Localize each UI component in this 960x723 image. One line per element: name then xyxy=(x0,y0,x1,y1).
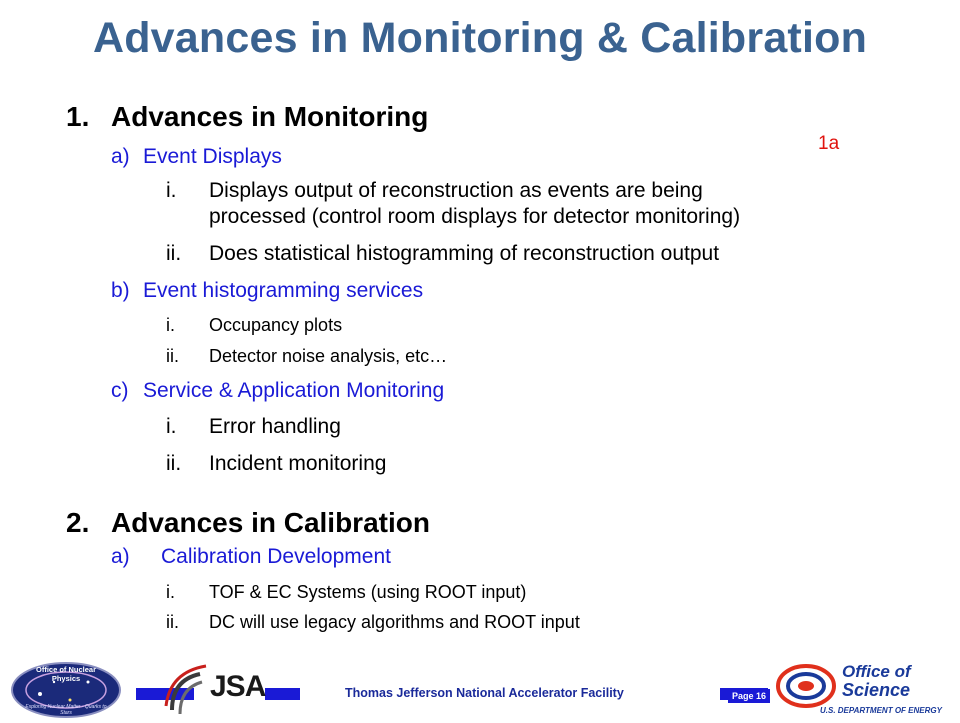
item-marker: ii. xyxy=(166,612,179,632)
item-text: Displays output of reconstruction as events are being xyxy=(209,179,703,202)
item-text: Occupancy plots xyxy=(209,315,343,335)
item-text: Does statistical histogramming of reconstruction output xyxy=(209,242,720,265)
section1b-label: Event histogramming services xyxy=(143,279,424,302)
item-marker: ii. xyxy=(166,346,179,366)
section1-heading: Advances in Monitoring xyxy=(111,101,429,132)
onp-logo-tagline: Exploring Nuclear Matter - Quarks to Stars xyxy=(25,704,107,716)
section1b-marker: b) xyxy=(111,279,130,302)
item-marker: ii. xyxy=(166,242,182,265)
jsa-logo-text: JSA xyxy=(210,670,266,703)
item-marker: ii. xyxy=(166,452,182,475)
office-of-nuclear-physics-logo xyxy=(10,660,122,718)
item-marker: i. xyxy=(166,415,177,438)
item-text: Error handling xyxy=(209,415,341,438)
oos-line3: U.S. DEPARTMENT OF ENERGY xyxy=(820,706,942,715)
jsa-logo xyxy=(162,660,272,718)
item-text: Incident monitoring xyxy=(209,452,387,475)
item-text: TOF & EC Systems (using ROOT input) xyxy=(209,582,527,602)
section2a-marker: a) xyxy=(111,545,130,568)
section1a-label: Event Displays xyxy=(143,145,282,168)
item-marker: i. xyxy=(166,582,175,602)
section1c-marker: c) xyxy=(111,379,129,402)
slide-title: Advances in Monitoring & Calibration xyxy=(92,14,868,62)
item-text: Detector noise analysis, etc… xyxy=(209,346,448,366)
section2-number: 2. xyxy=(66,507,90,538)
section2a-label: Calibration Development xyxy=(161,545,391,568)
item-text: DC will use legacy algorithms and ROOT input xyxy=(209,612,580,632)
item-text-continued: processed (control room displays for detector monitoring) xyxy=(209,205,741,228)
section1-number: 1. xyxy=(66,101,90,132)
onp-logo-text: Office of Nuclear Physics xyxy=(35,665,96,683)
oos-line1: Office of xyxy=(842,662,911,681)
page-number: Page 16 xyxy=(728,689,770,703)
section1c-label: Service & Application Monitoring xyxy=(143,379,445,402)
item-marker: i. xyxy=(166,179,177,202)
section2-heading: Advances in Calibration xyxy=(111,507,430,538)
office-of-science-logo xyxy=(776,662,950,718)
item-marker: i. xyxy=(166,315,175,335)
corner-tag: 1a xyxy=(818,133,840,154)
oos-line2: Science xyxy=(842,680,911,700)
section1a-marker: a) xyxy=(111,145,130,168)
lab-name: Thomas Jefferson National Accelerator Facility xyxy=(345,686,624,700)
